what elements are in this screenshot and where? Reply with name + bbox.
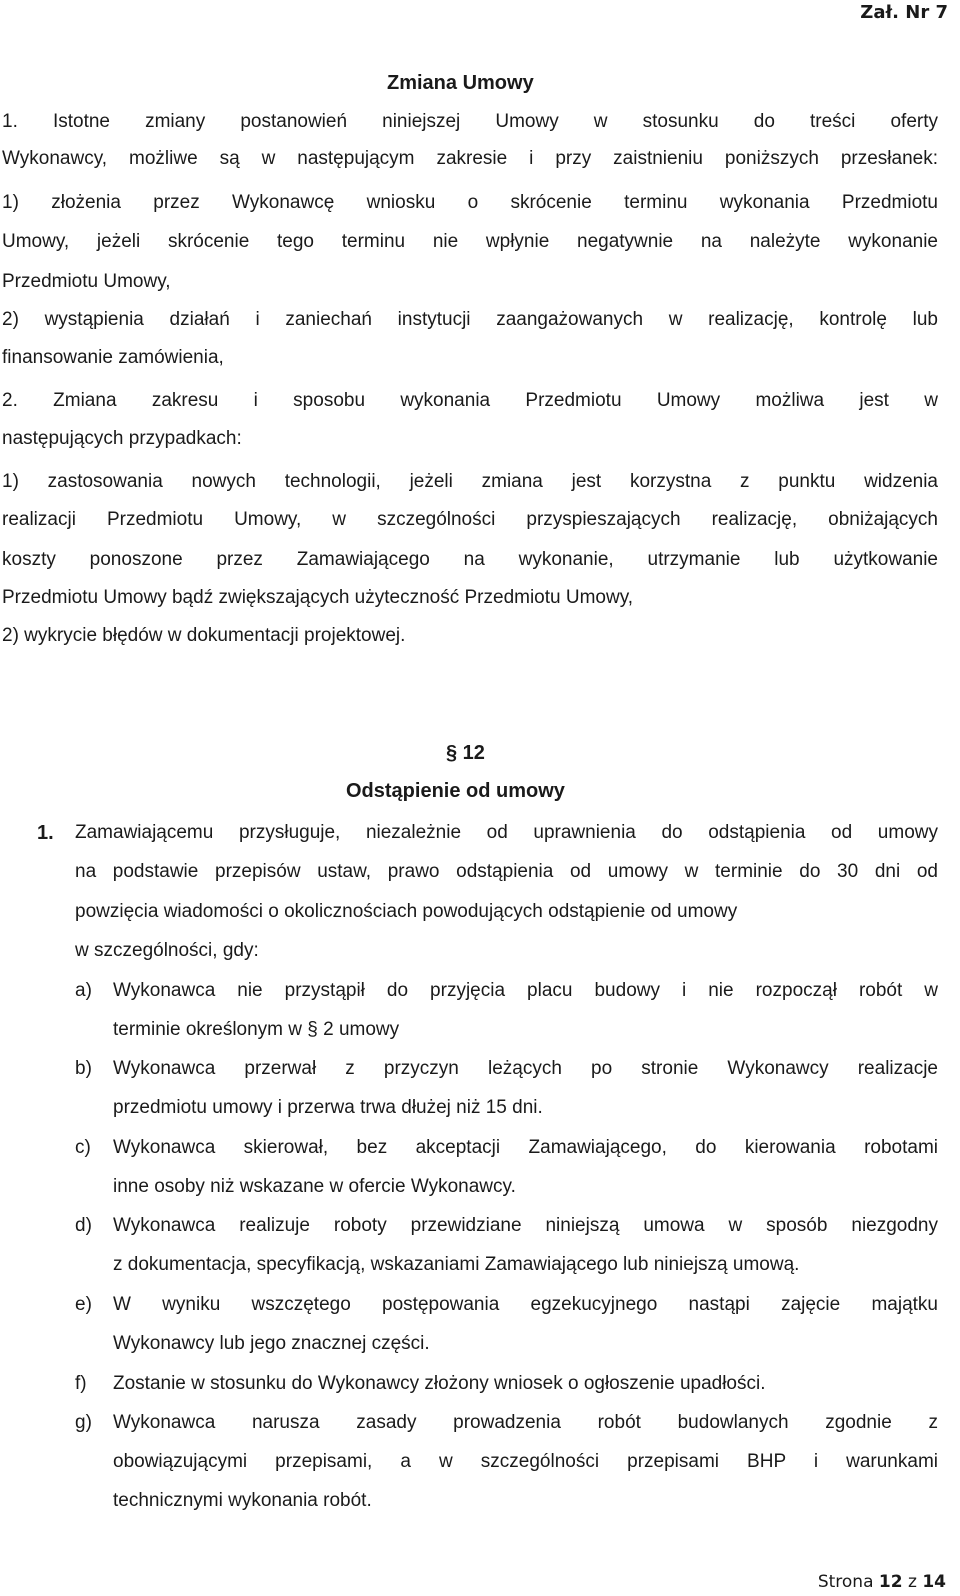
item-line: z dokumentacja, specyfikacją, wskazaniami Zamawiającego lub niniejszą umową. xyxy=(113,1254,800,1275)
change-line: Przedmiotu Umowy bądź zwiększających użyteczność Przedmiotu Umowy, xyxy=(2,587,634,608)
item-line: obowiązującymi przepisami, a w szczególności przepisami BHP i warunkami xyxy=(113,1451,938,1472)
change-line: finansowanie zamówienia, xyxy=(2,347,224,368)
item-line: terminie określonym w § 2 umowy xyxy=(113,1019,400,1040)
item-line: technicznymi wykonania robót. xyxy=(113,1490,372,1511)
item-line: Zostanie w stosunku do Wykonawcy złożony wniosek o ogłoszenie upadłości. xyxy=(113,1373,766,1394)
page-footer xyxy=(818,1572,946,1592)
item-label: g) xyxy=(75,1412,92,1433)
change-line: realizacji Przedmiotu Umowy, w szczególności przyspieszających realizację, obniżających xyxy=(2,509,938,530)
item-label: a) xyxy=(75,980,92,1001)
footer-separator: z xyxy=(907,1572,917,1592)
item-label: b) xyxy=(75,1058,92,1079)
intro-line: w szczególności, gdy: xyxy=(75,940,259,961)
item-line: Wykonawca narusza zasady prowadzenia robót budowlanych zgodnie z xyxy=(113,1412,938,1433)
change-line: Wykonawcy, możliwe są w następującym zakresie i przy zaistnieniu poniższych przesłanek: xyxy=(2,148,938,169)
item-line: Wykonawca nie przystąpił do przyjęcia placu budowy i nie rozpoczął robót w xyxy=(113,980,938,1001)
change-line: 1) zastosowania nowych technologii, jeżeli zmiana jest korzystna z punktu widzenia xyxy=(2,471,938,492)
intro-number: 1. xyxy=(37,822,54,844)
change-line: następujących przypadkach: xyxy=(2,428,242,449)
item-line: W wyniku wszczętego postępowania egzekucyjnego nastąpi zajęcie majątku xyxy=(113,1294,938,1315)
intro-line: Zamawiającemu przysługuje, niezależnie od uprawnienia do odstąpienia od umowy xyxy=(75,822,938,843)
attachment-label: Zał. Nr 7 xyxy=(860,2,948,23)
intro-line: powzięcia wiadomości o okolicznościach powodujących odstąpienie od umowy xyxy=(75,901,738,922)
item-line: Wykonawca realizuje roboty przewidziane niniejszą umowa w sposób niezgodny xyxy=(113,1215,938,1236)
item-label: c) xyxy=(75,1137,91,1158)
intro-line: na podstawie przepisów ustaw, prawo odstąpienia od umowy w terminie do 30 dni od xyxy=(75,861,938,882)
change-line: 1. Istotne zmiany postanowień niniejszej Umowy w stosunku do treści oferty xyxy=(2,111,938,132)
item-line: Wykonawca przerwał z przyczyn leżących po stronie Wykonawcy realizacje xyxy=(113,1058,938,1079)
change-line: 2. Zmiana zakresu i sposobu wykonania Przedmiotu Umowy możliwa jest w xyxy=(2,390,938,411)
item-line: inne osoby niż wskazane w ofercie Wykonawcy. xyxy=(113,1176,516,1197)
change-line: koszty ponoszone przez Zamawiającego na wykonanie, utrzymanie lub użytkowanie xyxy=(2,549,938,570)
item-label: d) xyxy=(75,1215,92,1236)
item-label: e) xyxy=(75,1294,92,1315)
change-line: 1) złożenia przez Wykonawcę wniosku o skrócenie terminu wykonania Przedmiotu xyxy=(2,192,938,213)
change-line: 2) wystąpienia działań i zaniechań instytucji zaangażowanych w realizację, kontrolę lub xyxy=(2,309,938,330)
section-title-change: Zmiana Umowy xyxy=(387,72,534,94)
footer-current-page: 12 xyxy=(878,1572,903,1592)
change-line: 2) wykrycie błędów w dokumentacji projektowej. xyxy=(2,625,406,646)
item-label: f) xyxy=(75,1373,87,1394)
item-line: przedmiotu umowy i przerwa trwa dłużej niż 15 dni. xyxy=(113,1097,543,1118)
change-line: Umowy, jeżeli skrócenie tego terminu nie wpłynie negatywnie na należyte wykonanie xyxy=(2,231,938,252)
footer-prefix: Strona xyxy=(817,1572,874,1592)
item-line: Wykonawca skierował, bez akceptacji Zamawiającego, do kierowania robotami xyxy=(113,1137,938,1158)
change-line: Przedmiotu Umowy, xyxy=(2,271,171,292)
paragraph-number: § 12 xyxy=(446,742,485,764)
item-line: Wykonawcy lub jego znacznej części. xyxy=(113,1333,430,1354)
footer-total-pages: 14 xyxy=(922,1572,946,1592)
section-title-withdrawal: Odstąpienie od umowy xyxy=(346,780,565,802)
